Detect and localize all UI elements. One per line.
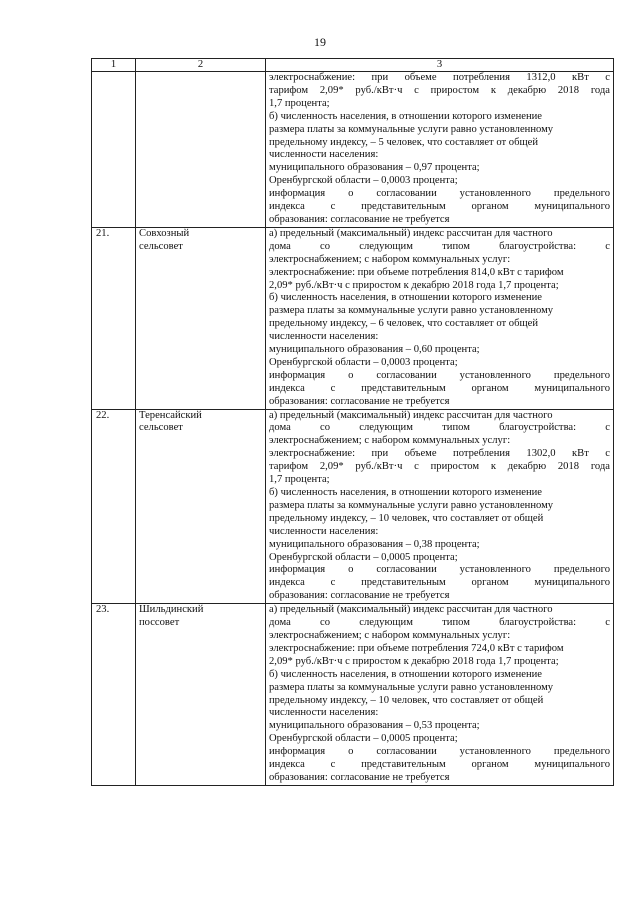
description-line: 1,7 процента; (269, 474, 330, 486)
description-line: б) численность населения, в отношении которого изменение (269, 292, 542, 304)
description-line: б) численность населения, в отношении которого изменение (269, 668, 542, 680)
row-description (266, 409, 614, 604)
municipality-name-line: Совхозный (139, 227, 190, 239)
description-line: численности населения: (269, 525, 379, 537)
description-line: индекса с представительным органом муниципального (269, 382, 610, 394)
row-description (266, 227, 614, 409)
description-line: дома со следующим типом благоустройства: с (269, 617, 610, 629)
description-line: образования: согласование не требуется (269, 213, 450, 225)
description-line: образования: согласование не требуется (269, 590, 450, 602)
description-line: информация о согласовании установленного предельного (269, 369, 610, 381)
description-line: размера платы за коммунальные услуги равно установленному (269, 681, 554, 693)
row-number: 22. (92, 409, 136, 604)
row-description (266, 604, 614, 786)
description-line: б) численность населения, в отношении которого изменение (269, 487, 542, 498)
description-line: электроснабжение: при объеме потребления 1312,0 кВт с (269, 72, 610, 83)
description-line: 2,09* руб./кВт·ч с приростом к декабрю 2018 года 1,7 процента; (269, 279, 559, 291)
description-line: а) предельный (максимальный) индекс рассчитан для частного (269, 409, 553, 421)
table-row (92, 227, 614, 409)
description-line: Оренбургской области – 0,0003 процента; (269, 175, 458, 187)
description-line: образования: согласование не требуется (269, 395, 450, 407)
description-line: муниципального образования – 0,60 процента; (269, 344, 480, 356)
description-line: размера платы за коммунальные услуги равно установленному (269, 123, 554, 135)
description-line: муниципального образования – 0,38 процента; (269, 538, 480, 550)
description-line: численности населения: (269, 331, 379, 343)
description-line: индекса с представительным органом муниципального (269, 201, 610, 213)
description-line: 1,7 процента; (269, 97, 330, 109)
description-line: информация о согласовании установленного предельного (269, 188, 610, 200)
description-line: индекса с представительным органом муниципального (269, 577, 610, 589)
description-line: информация о согласовании установленного предельного (269, 746, 610, 758)
header-col-3: 3 (266, 59, 614, 72)
municipality-name-line: сельсовет (139, 422, 183, 434)
description-line: размера платы за коммунальные услуги равно установленному (269, 305, 554, 317)
description-line: электроснабжением; с набором коммунальных услуг: (269, 435, 511, 447)
table-row (92, 409, 614, 604)
description-line: б) численность населения, в отношении которого изменение (269, 110, 542, 122)
description-line: тарифом 2,09* руб./кВт·ч с приростом к декабрю 2018 года (269, 84, 610, 96)
description-line: Оренбургской области – 0,0003 процента; (269, 356, 458, 368)
table-row-continuation (92, 72, 614, 228)
description-line: электроснабжением; с набором коммунальных услуг: (269, 253, 511, 265)
table-row (92, 604, 614, 786)
description-line: информация о согласовании установленного предельного (269, 564, 610, 576)
municipality-name (136, 604, 266, 786)
description-line: а) предельный (максимальный) индекс рассчитан для частного (269, 227, 553, 239)
description-line: Оренбургской области – 0,0005 процента; (269, 733, 458, 745)
row-number: 21. (92, 227, 136, 409)
description-line: предельному индексу, – 6 человек, что составляет от общей (269, 318, 538, 330)
description-line: образования: согласование не требуется (269, 771, 450, 783)
page-number: 19 (314, 35, 326, 49)
description-line: электроснабжение: при объеме потребления 724,0 кВт с тарифом (269, 642, 564, 654)
description-line: предельному индексу, – 10 человек, что составляет от общей (269, 512, 544, 524)
row-number: 23. (92, 604, 136, 786)
municipality-name-line: Шильдинский (139, 604, 204, 616)
description-line: предельному индексу, – 10 человек, что составляет от общей (269, 694, 544, 706)
description-line: дома со следующим типом благоустройства: с (269, 240, 610, 252)
municipality-name (136, 409, 266, 604)
description-line: 2,09* руб./кВт·ч с приростом к декабрю 2018 года 1,7 процента; (269, 655, 559, 667)
description-line: Оренбургской области – 0,0005 процента; (269, 551, 458, 563)
indices-table (91, 58, 614, 786)
description-line: электроснабжение: при объеме потребления 814,0 кВт с тарифом (269, 266, 564, 278)
header-col-2: 2 (136, 59, 266, 72)
header-col-1: 1 (92, 59, 136, 72)
description-line: индекса с представительным органом муниципального (269, 759, 610, 771)
municipality-name (136, 227, 266, 409)
description-line: дома со следующим типом благоустройства: с (269, 422, 610, 434)
row-description (266, 72, 614, 228)
description-line: численности населения: (269, 707, 379, 719)
municipality-name-line: сельсовет (139, 240, 183, 252)
description-line: электроснабжение: при объеме потребления 1302,0 кВт с (269, 448, 610, 460)
municipality-name-line: Теренсайский (139, 409, 202, 421)
description-line: тарифом 2,09* руб./кВт·ч с приростом к декабрю 2018 года (269, 461, 610, 473)
description-line: численности населения: (269, 149, 379, 161)
description-line: предельному индексу, – 5 человек, что составляет от общей (269, 136, 538, 148)
description-line: а) предельный (максимальный) индекс рассчитан для частного (269, 604, 553, 616)
municipality-name-line: поссовет (139, 617, 180, 629)
table-header-row (92, 59, 614, 72)
row-number (92, 72, 136, 228)
description-line: размера платы за коммунальные услуги равно установленному (269, 499, 554, 511)
municipality-name (136, 72, 266, 228)
description-line: муниципального образования – 0,53 процента; (269, 720, 480, 732)
description-line: муниципального образования – 0,97 процента; (269, 162, 480, 174)
description-line: электроснабжением; с набором коммунальных услуг: (269, 629, 511, 641)
